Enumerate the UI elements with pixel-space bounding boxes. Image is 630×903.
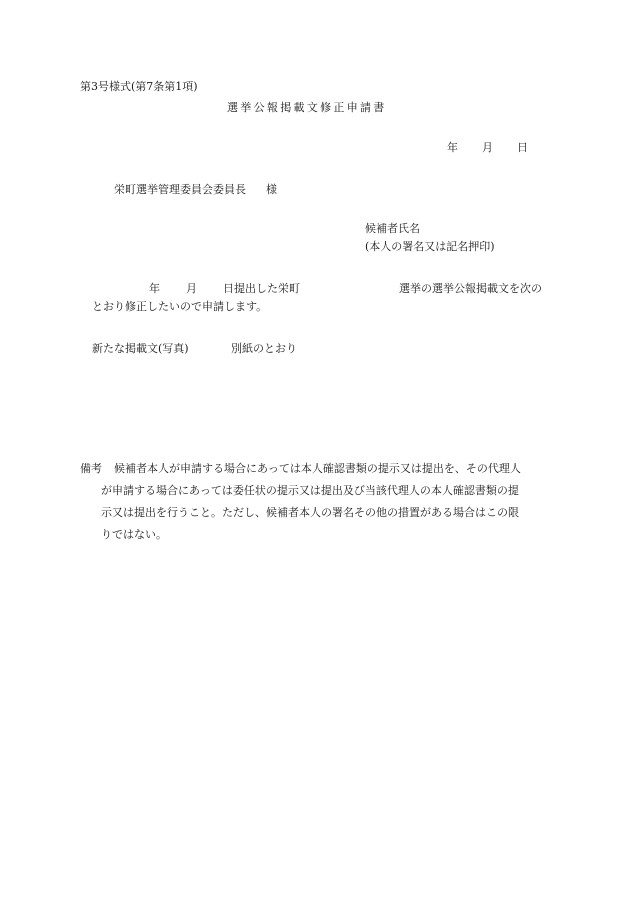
document-title: 選挙公報掲載文修正申請書	[227, 101, 387, 114]
remarks-line: りではない。	[101, 528, 167, 541]
body-submitted: 日提出した栄町	[223, 282, 300, 295]
remarks-label: 備考	[80, 462, 102, 475]
addressee-name: 栄町選挙管理委員会委員長	[114, 183, 246, 196]
body-rest: 選挙の選挙公報掲載文を次の	[399, 282, 542, 295]
remarks-line: が申請する場合にあっては委任状の提示又は提出及び当該代理人の本人確認書類の提	[101, 484, 519, 497]
date-day: 日	[517, 141, 528, 154]
remarks-line: 候補者本人が申請する場合にあっては本人確認書類の提示又は提出を、その代理人	[114, 462, 521, 475]
date-year: 年	[447, 141, 458, 154]
addressee-honorific: 様	[266, 183, 277, 196]
body-year: 年	[149, 282, 160, 295]
applicant-seal-note: (本人の署名又は記名押印)	[365, 240, 495, 253]
form-reference: 第3号様式(第7条第1項)	[80, 80, 198, 93]
applicant-name-label: 候補者氏名	[365, 222, 420, 235]
remarks-line: 示又は提出を行うこと。ただし、候補者本人の署名その他の措置がある場合はこの限	[101, 506, 519, 519]
new-text-value: 別紙のとおり	[231, 342, 297, 355]
new-text-label: 新たな掲載文(写真)	[92, 342, 189, 355]
body-line2: とおり修正したいので申請します。	[92, 300, 268, 313]
date-month: 月	[482, 141, 493, 154]
body-month: 月	[186, 282, 197, 295]
